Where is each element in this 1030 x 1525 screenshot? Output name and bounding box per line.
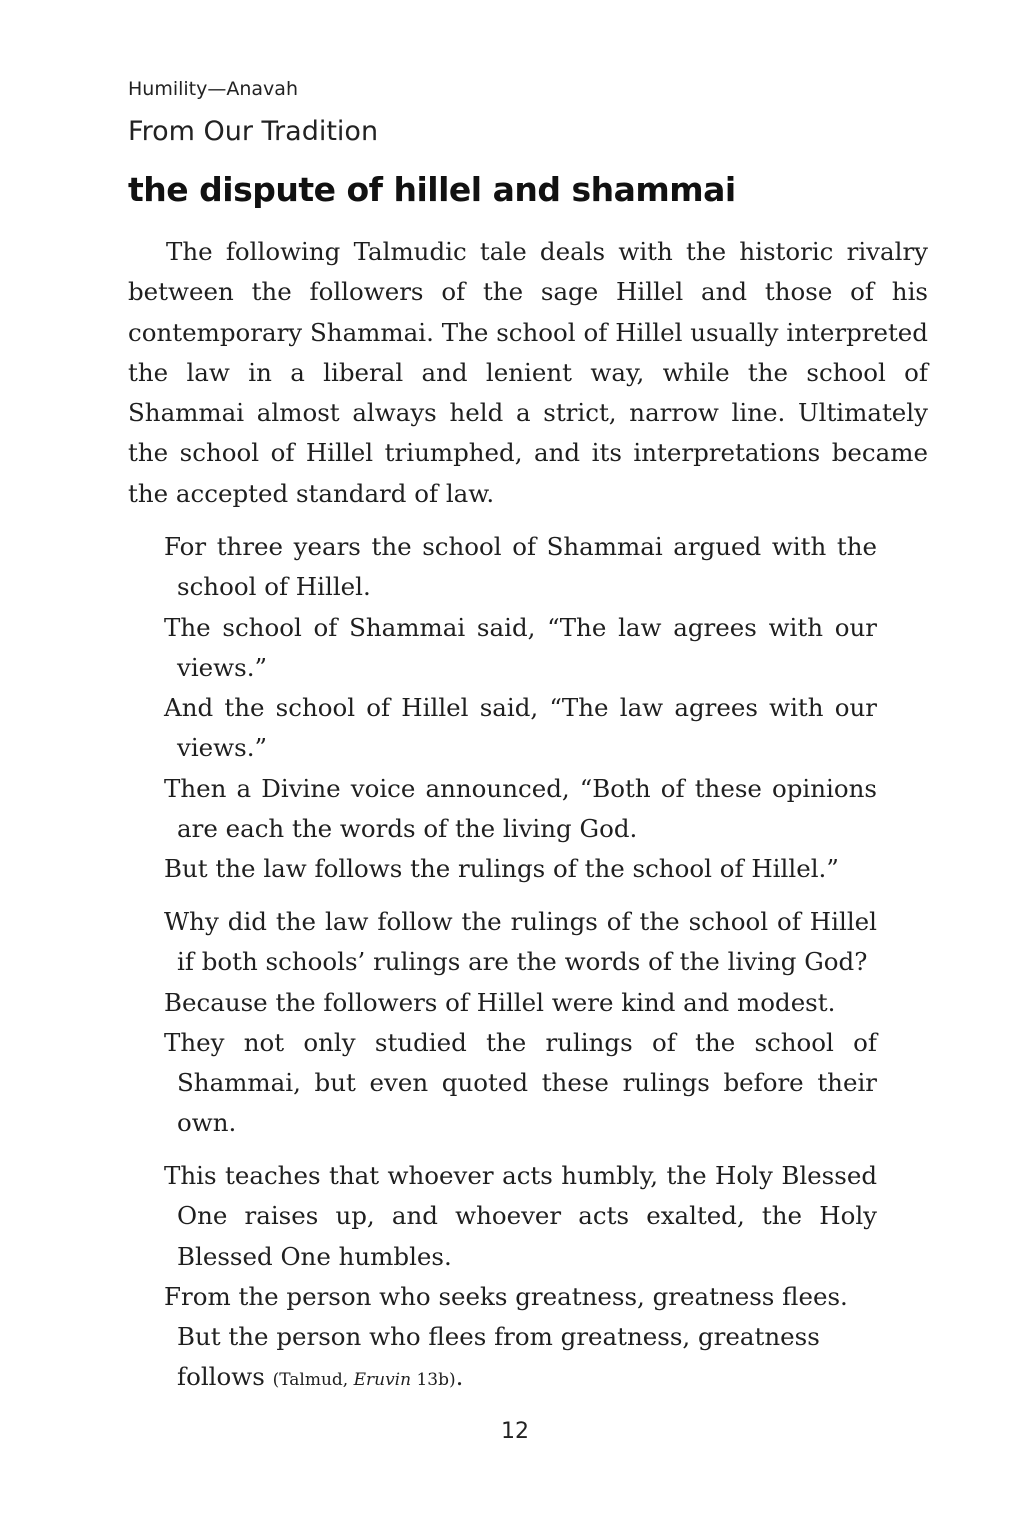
stanza-3: [164, 1156, 877, 1401]
verse-text: From the person who seeks greatness, greatness flees. But the person who flees from greatness, greatness follows: [164, 1281, 848, 1392]
stanza-1: [164, 527, 877, 890]
verse-line: But the law follows the rulings of the school of Hillel.”: [164, 854, 839, 884]
page-number: 12: [501, 1419, 529, 1444]
verse-line: For three years the school of Shammai argued with the school of Hillel.: [164, 532, 877, 602]
verse-line: And the school of Hillel said, “The law agrees with our views.”: [164, 693, 877, 763]
intro-paragraph: The following Talmudic tale deals with the historic rivalry between the followers of the sage Hillel and those of his contemporary Shammai. The school of Hillel usually interpreted the law in a liberal and lenient way, while the school of Shammai almost always held a strict, narrow line. Ultimately the school of Hillel triumphed, and its interpretations became the accepted standard of law.: [128, 237, 928, 508]
verse-line: The school of Shammai said, “The law agrees with our views.”: [164, 612, 877, 682]
verse-line: Why did the law follow the rulings of the school of Hillel if both schools’ rulings are the words of the living God?: [164, 907, 877, 977]
verse-line: Because the followers of Hillel were kind and modest.: [164, 987, 836, 1017]
running-head: Humility—Anavah: [128, 78, 298, 100]
section-label: From Our Tradition: [128, 116, 379, 147]
verse-line: This teaches that whoever acts humbly, the Holy Blessed One raises up, and whoever acts exalted, the Holy Blessed One humbles.: [164, 1161, 877, 1271]
verse-line-with-citation: [164, 1277, 877, 1401]
stanza-2: [164, 902, 877, 1144]
verse-line: They not only studied the rulings of the school of Shammai, but even quoted these rulings before their own.: [164, 1027, 877, 1138]
citation-period: .: [455, 1362, 464, 1392]
citation: (Talmud, Eruvin 13b): [272, 1370, 456, 1391]
page-title: the dispute of hillel and shammai: [128, 170, 736, 209]
citation-source: Eruvin: [353, 1370, 412, 1391]
verse-line: Then a Divine voice announced, “Both of these opinions are each the words of the living God.: [164, 773, 877, 844]
